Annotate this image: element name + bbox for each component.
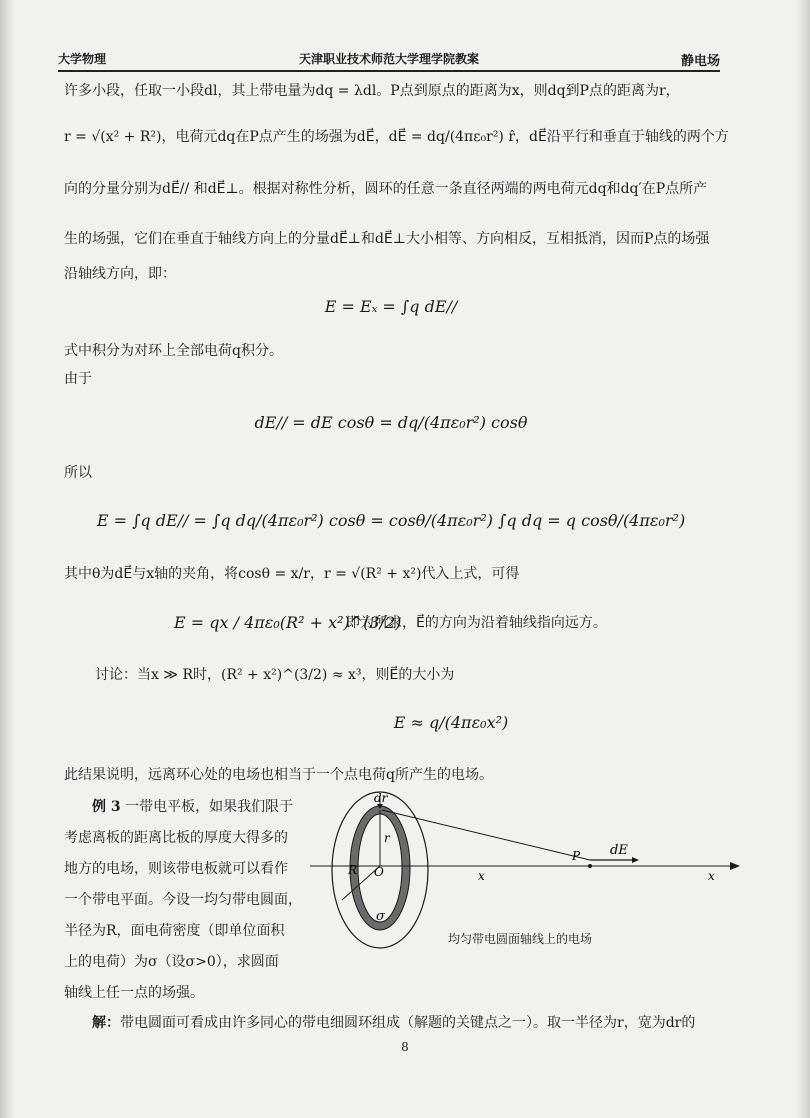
solution-label: 解： [92,1015,120,1031]
header-chapter: 静电场 [680,54,720,69]
body-line-5: 沿轴线方向，即： [64,266,176,282]
label-O: O [374,865,384,879]
label-R: R [348,863,358,877]
scan-edge-right [796,0,810,1118]
equation-4: E = qx / 4πε₀(R² + x²)^(3/2) [174,613,402,632]
example-3-line-7: 轴线上任一点的场强。 [64,985,204,1001]
label-r: r [384,831,390,845]
example-3-line-6: 上的电荷）为σ（设σ>0），求圆面 [64,954,279,970]
x-axis-arrowhead [730,862,740,870]
page-header [58,50,720,70]
header-institution: 天津职业技术师范大学理学院教案 [298,52,479,66]
scan-edge-left [0,0,14,1118]
example-3-line-2: 考虑离板的距离比板的厚度大得多的 [64,830,288,846]
example-3-label: 例 3 [92,799,121,815]
header-rule [58,70,720,72]
label-x-distance: x [478,869,485,883]
body-line-10: 讨论：当x ≫ R时，(R² + x²)^(3/2) ≈ x³，则E⃗的大小为 [95,667,455,683]
equation-4-note: 即为所求，E⃗的方向为沿着轴线指向远方。 [346,615,607,631]
body-line-1: 许多小段，任取一小段dl，其上带电量为dq = λdl。P点到原点的距离为x，则dq到P点的距离为r， [64,83,680,99]
example-3-line-3: 地方的电场，则该带电板就可以看作 [64,861,288,877]
page-number: 8 [401,1040,409,1054]
body-line-6: 式中积分为对环上全部电荷q积分。 [64,343,283,359]
example-3-line-4: 一个带电平面。今设一均匀带电圆面， [64,892,302,908]
point-P [588,864,592,868]
label-dr: dr [374,791,388,805]
body-line-4: 生的场强，它们在垂直于轴线方向上的分量dE⃗⊥和dE⃗⊥大小相等、方向相反，互相抵消，因而P点的场强 [64,231,710,247]
body-line-8: 所以 [64,465,92,481]
dE-vector-arrowhead [632,857,639,863]
distance-line [382,810,590,860]
label-sigma: σ [376,909,385,924]
body-line-2: r = √(x² + R²)，电荷元dq在P点产生的场强为dE⃗，dE⃗ = dq/(4πε₀r²) r̂，dE⃗沿平行和垂直于轴线的两个方 [64,129,729,145]
solution-line: 解：带电圆面可看成由许多同心的带电细圆环组成（解题的关键点之一）。取一半径为r，宽为dr的 [92,1015,696,1031]
header-course: 大学物理 [58,52,107,66]
label-P: P [572,849,581,863]
label-x-axis: x [708,869,715,883]
body-line-9: 其中θ为dE⃗与x轴的夹角，将cosθ = x/r，r = √(R² + x²)代入上式，可得 [64,566,520,582]
example-3-line-5: 半径为R，面电荷密度（即单位面积 [64,923,285,939]
example-3-line-1: 例 3 一带电平板，如果我们限于 [92,799,294,815]
body-line-11: 此结果说明，远离环心处的电场也相当于一个点电荷q所产生的电场。 [64,767,493,783]
document-page: 大学物理 天津职业技术师范大学理学院教案 静电场 许多小段，任取一小段dl，其上带电量为dq = λdl。P点到原点的距离为x，则dq到P点的距离为r， r = √(x² + R²)，电荷元dq在P点产生的场强为dE⃗，dE⃗ = dq/(4πε₀r²) r̂，dE⃗沿平行和垂直于轴线的两个方 向的分量分别为dE⃗// 和dE⃗⊥。根据对称性分析，圆环的任意一条直径两端的两电荷元dq和dq′在P点所产 生的场强，它们在垂直于轴线方向上的分量dE⃗⊥和dE⃗⊥大小相等、方向相反，互相抵消，因而P点的场强 沿轴线方向，即： E = Eₓ = ∫q dE// 式中积分为对环上全部电荷q积分。 由于 dE// = dE cosθ = dq/(4πε₀r²) cosθ 所以 E = ∫q dE// = ∫q dq/(4πε₀r²) cosθ = cosθ/(4πε₀r²) ∫q dq = q cosθ/(4πε₀r²) 其中θ为dE⃗与x轴的夹角，将cosθ = x/r，r = √(R² + x²)代入上式，可得 E = qx / 4πε₀(R² + x²)^(3/2) 即为所求，E⃗的方向为沿着轴线指向远方。 讨论：当x ≫ R时，(R² + x²)^(3/2) ≈ x³，则E⃗的大小为 E ≈ q/(4πε₀x²) 此结果说明，远离环心处的电场也相当于一个点电荷q所产生的电场。 例 3 一带电平板，如果我们限于 考虑离板的距离比板的厚度大得多的 地方的电场，则该带电板就可以看作 一个带电平面。今设一均匀带电圆面， 半径为R，面电荷密度（即单位面积 上的电荷）为σ（设σ>0），求圆面 轴线上任一点的场强。 dr r R O x x P dE σ 均匀带电圆面轴线上的电场 解：带电圆面可看成由许多同心的带电细圆环组成（解题的关键点之一）。取一半径为r，宽为dr的 8 [0,0,810,1118]
body-line-3: 向的分量分别为dE⃗// 和dE⃗⊥。根据对称性分析，圆环的任意一条直径两端的两电荷元dq和dq′在P点所产 [64,181,708,197]
body-line-7: 由于 [64,371,92,387]
figure-caption: 均匀带电圆面轴线上的电场 [448,932,593,946]
label-dE: dE [610,843,628,858]
